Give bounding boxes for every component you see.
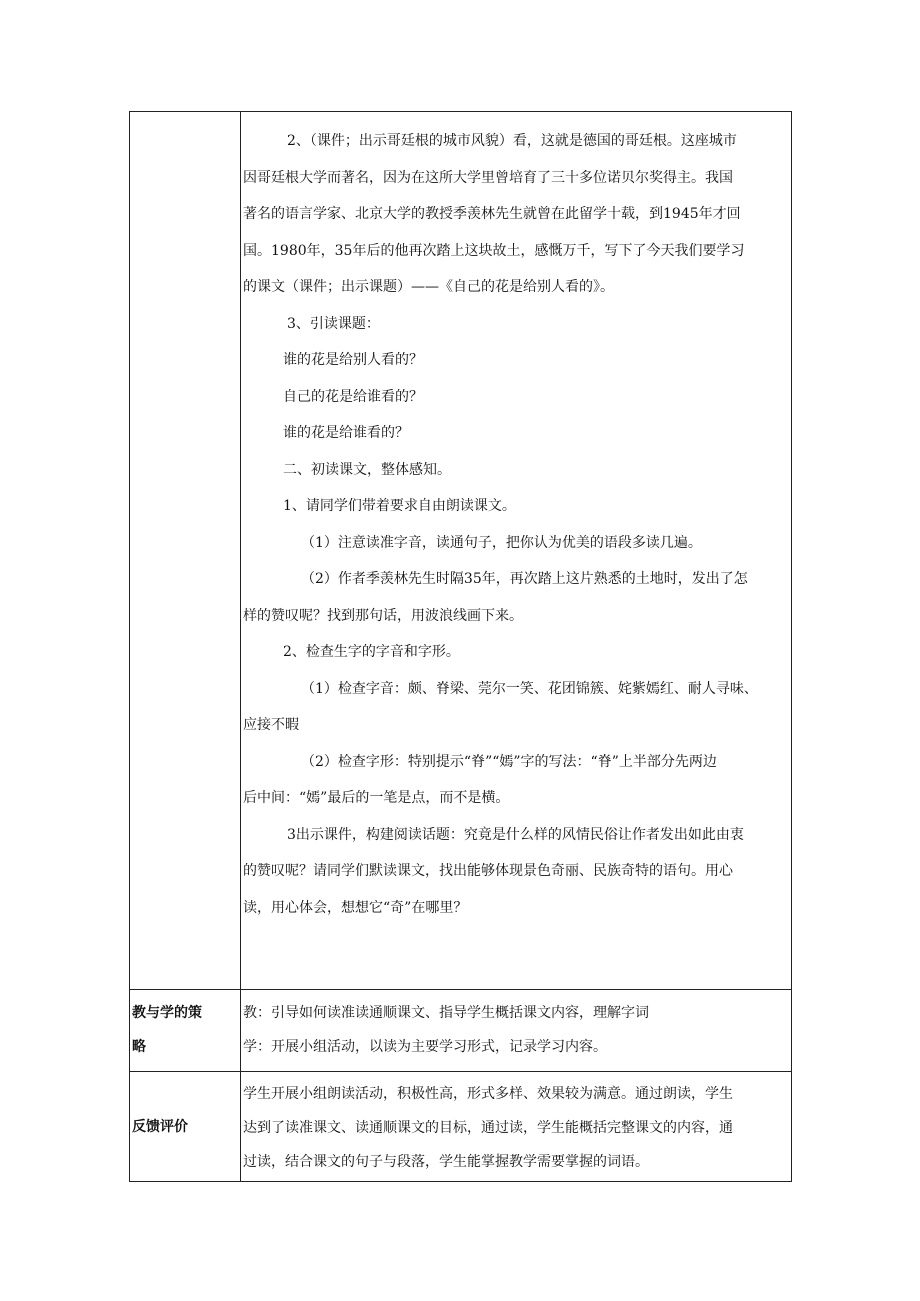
feedback-row xyxy=(130,1072,792,1182)
lesson-text-line: 的赞叹呢？请同学们默读课文，找出能够体现景色奇丽、民族奇特的语句。用心 xyxy=(243,863,733,879)
strategy-label-line2: 略 xyxy=(132,1039,146,1055)
lesson-text-line: （1）检查字音：颇、脊梁、莞尔一笑、花团锦簇、姹紫嫣红、耐人寻味、 xyxy=(301,680,758,697)
empty-label-cell xyxy=(130,112,241,990)
lesson-text-line: 2、检查生字的字音和字形。 xyxy=(283,644,460,660)
lesson-text-line: 3出示课件，构建阅读话题：究竟是什么样的风情民俗让作者发出如此由衷 xyxy=(287,826,744,843)
lesson-content xyxy=(243,123,791,926)
lesson-text-line: 3、引读课题： xyxy=(287,315,380,332)
strategy-learning-text: 学：开展小组活动，以读为主要学习形式，记录学习内容。 xyxy=(243,1039,607,1055)
lesson-text-line: 读，用心体会，想想它“奇”在哪里？ xyxy=(243,899,468,916)
lesson-text-line: 国。1980年，35年后的他再次踏上这块故土，感慨万千，写下了今天我们要学习 xyxy=(243,242,745,259)
lesson-text-line: 应接不暇 xyxy=(243,717,299,733)
strategy-row xyxy=(130,990,792,1072)
lesson-text-line: 1、请同学们带着要求自由朗读课文。 xyxy=(283,498,516,514)
lesson-text-line: 的课文（课件；出示课题）——《自己的花是给别人看的》。 xyxy=(243,279,614,295)
strategy-content-cell xyxy=(241,990,792,1072)
content-row xyxy=(130,112,792,990)
strategy-label-cell xyxy=(130,990,241,1072)
lesson-text-line: （2）检查字形：特别提示“脊”“嫣”字的写法：“脊”上半部分先两边 xyxy=(301,753,717,770)
feedback-text-line: 达到了读准课文、读通顺课文的目标，通过读，学生能概括完整课文的内容，通 xyxy=(243,1120,733,1136)
feedback-text-line: 过读，结合课文的句子与段落，学生能掌握教学需要掌握的词语。 xyxy=(243,1154,649,1170)
feedback-label: 反馈评价 xyxy=(132,1119,188,1135)
lesson-text-line: 2、（课件；出示哥廷根的城市风貌）看，这就是德国的哥廷根。这座城市 xyxy=(287,133,737,149)
lesson-text-line: 著名的语言学家、北京大学的教授季羡林先生就曾在此留学十载，到1945年才回 xyxy=(243,206,741,222)
feedback-text-line: 学生开展小组朗读活动，积极性高，形式多样、效果较为满意。通过朗读，学生 xyxy=(243,1086,733,1102)
lesson-content-cell xyxy=(241,112,792,990)
lesson-text-line: 二、初读课文，整体感知。 xyxy=(283,461,451,478)
lesson-text-line: 后中间：“嫣”最后的一笔是点，而不是横。 xyxy=(243,790,510,806)
lesson-text-line: 谁的花是给谁看的？ xyxy=(283,425,409,441)
lesson-text-line: 因哥廷根大学而著名，因为在这所大学里曾培育了三十多位诺贝尔奖得主。我国 xyxy=(243,169,733,186)
feedback-content-cell xyxy=(241,1072,792,1182)
strategy-label-line1: 教与学的策 xyxy=(132,1005,202,1021)
lesson-text-line: 样的赞叹呢？找到那句话，用波浪线画下来。 xyxy=(243,607,523,624)
lesson-text-line: 谁的花是给别人看的？ xyxy=(283,352,423,368)
lesson-plan-table xyxy=(129,111,792,1182)
strategy-teaching-text: 教：引导如何读准读通顺课文、指导学生概括课文内容，理解字词 xyxy=(243,1005,649,1021)
lesson-text-line: （2）作者季羡林先生时隔35年，再次踏上这片熟悉的土地时，发出了怎 xyxy=(301,571,748,587)
feedback-label-cell xyxy=(130,1072,241,1182)
lesson-text-line: 自己的花是给谁看的？ xyxy=(283,388,423,405)
lesson-text-line: （1）注意读准字音，读通句子，把你认为优美的语段多读几遍。 xyxy=(301,534,702,551)
